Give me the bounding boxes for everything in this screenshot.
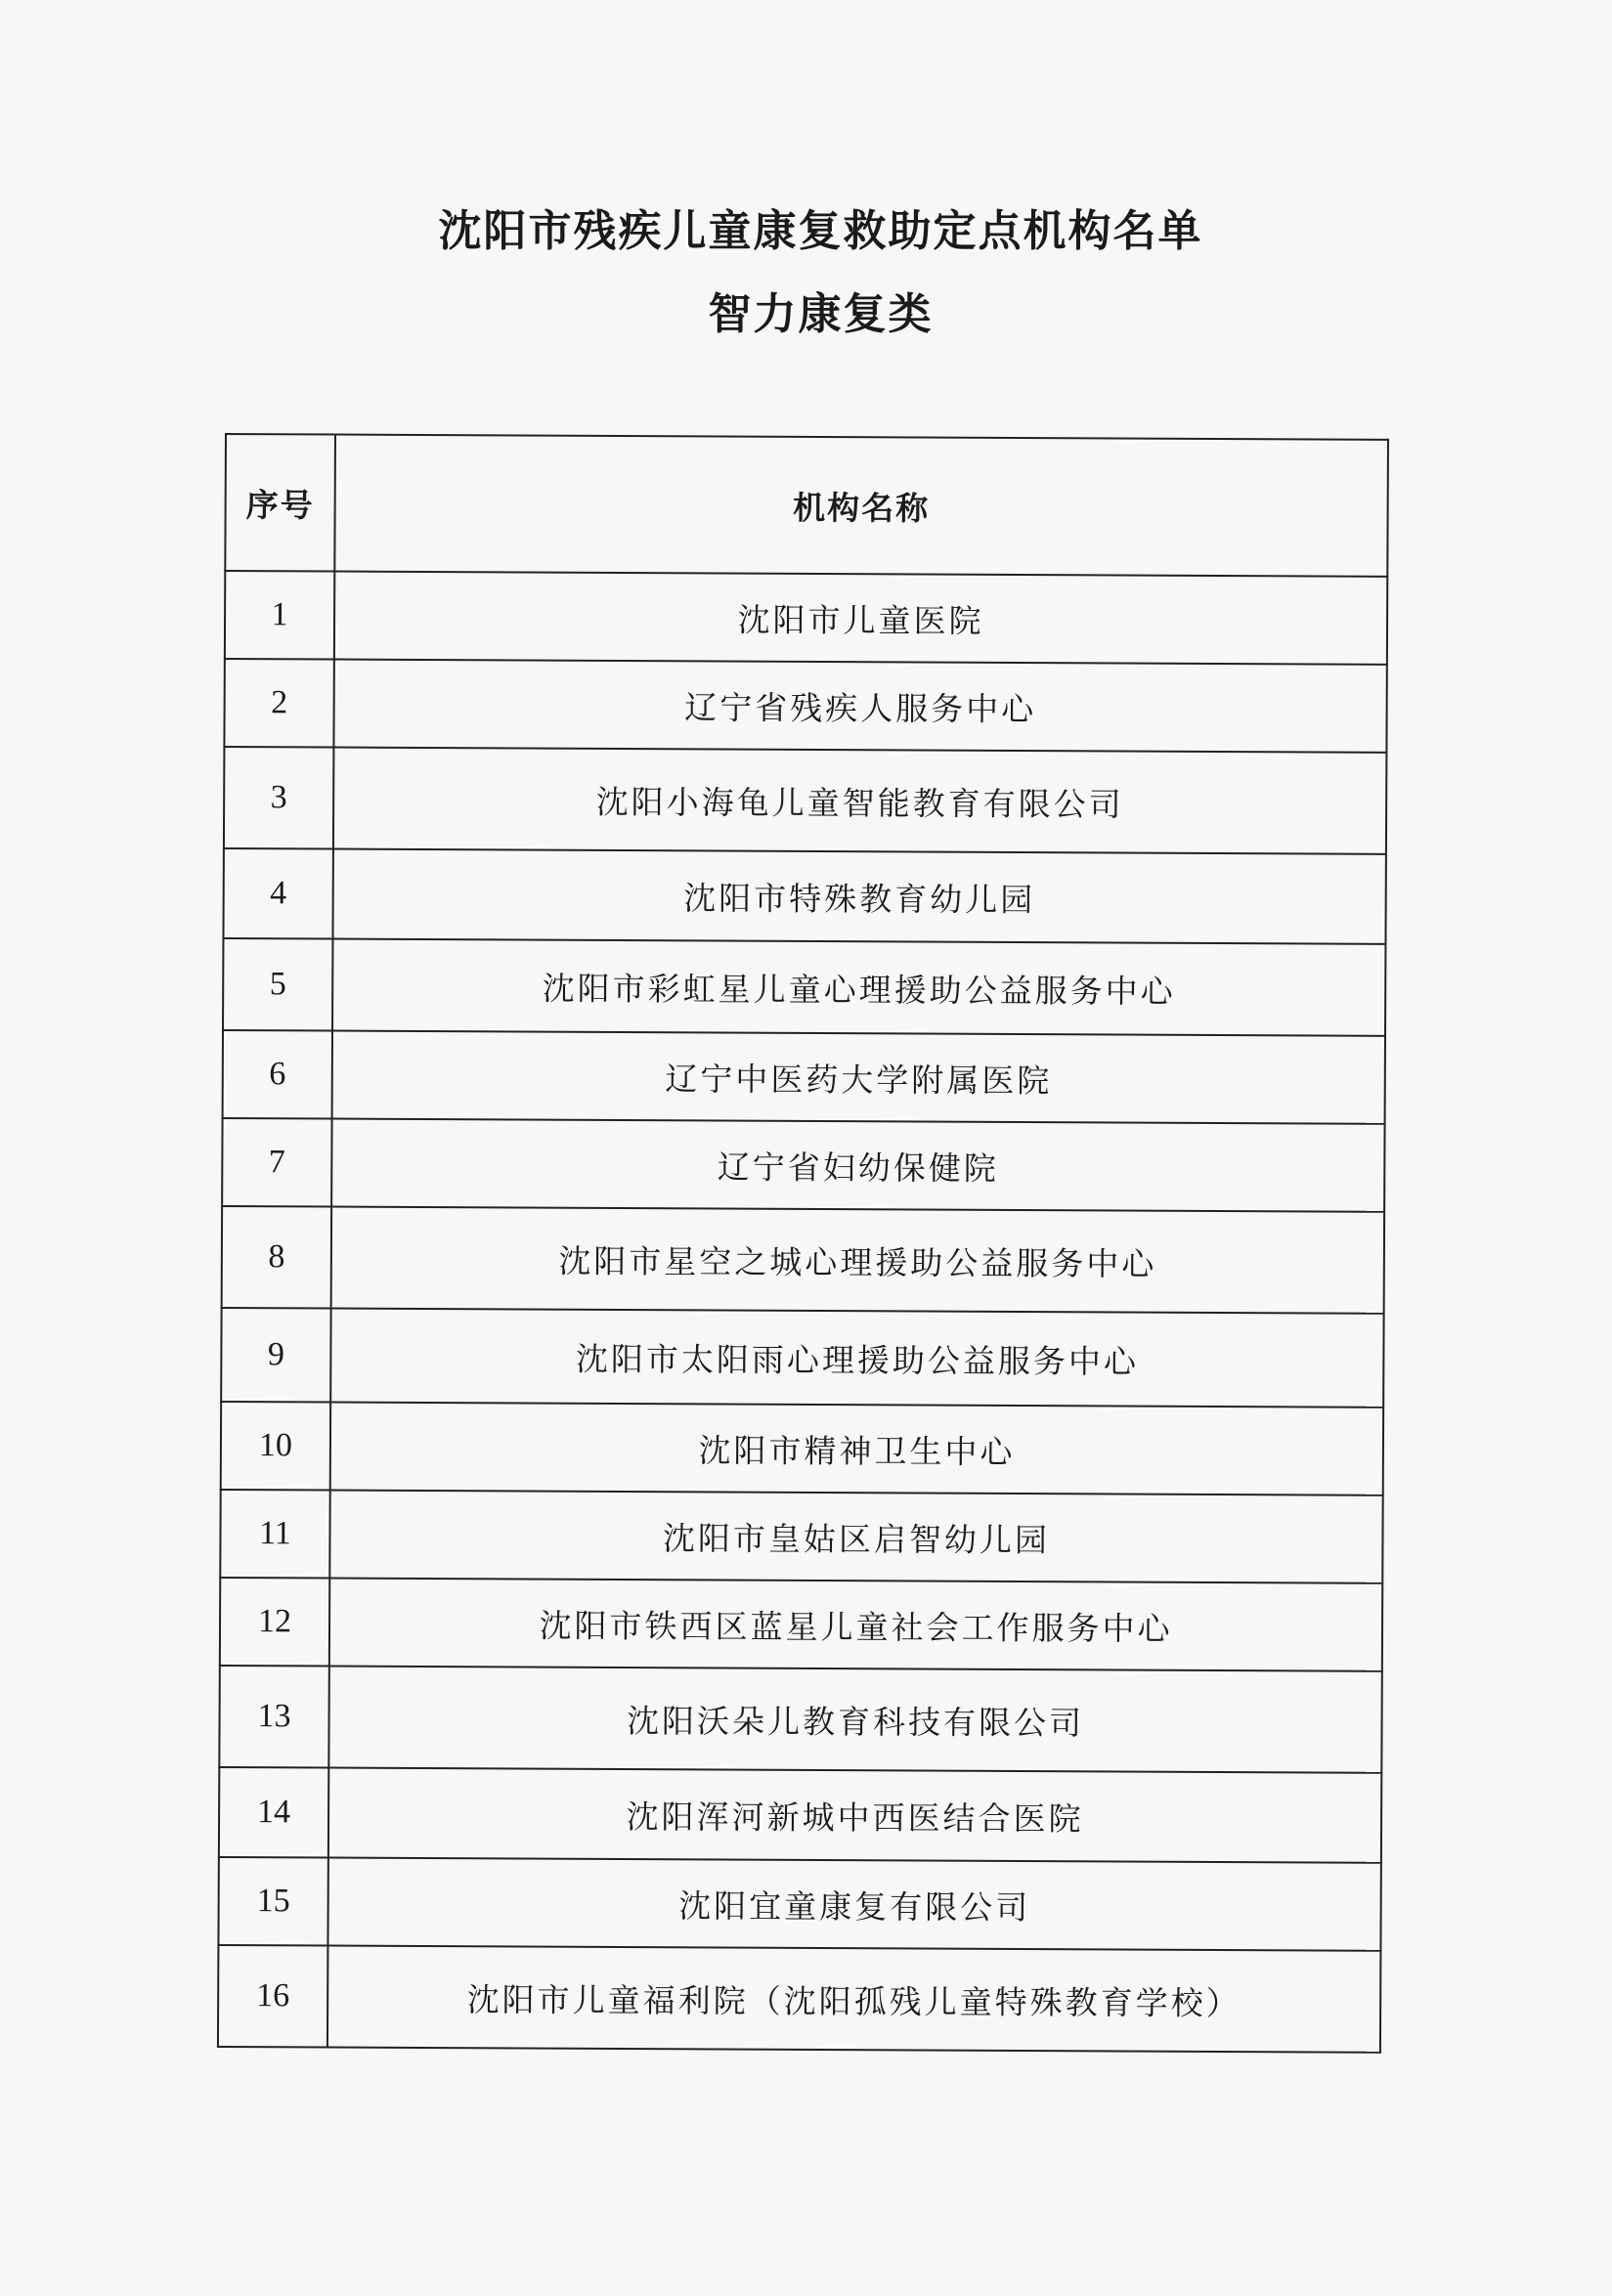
table-row — [220, 1490, 1382, 1583]
row-institution-name: 辽宁省残疾人服务中心 — [333, 660, 1386, 753]
table-row — [224, 659, 1386, 753]
row-institution-name: 沈阳浑河新城中西医结合医院 — [328, 1768, 1381, 1863]
row-institution-name: 沈阳宜童康复有限公司 — [327, 1858, 1380, 1951]
row-institution-name: 沈阳市太阳雨心理援助公益服务中心 — [330, 1309, 1383, 1408]
table-header-row — [225, 434, 1388, 577]
row-number: 11 — [220, 1490, 329, 1579]
row-number: 7 — [222, 1118, 331, 1207]
table-row — [219, 1767, 1381, 1863]
table-row — [221, 1402, 1383, 1495]
table-row — [223, 1030, 1385, 1124]
table-row — [222, 1206, 1384, 1314]
table-row — [219, 1666, 1381, 1773]
table-row — [224, 747, 1386, 854]
table-row — [220, 1578, 1382, 1671]
institution-table — [217, 433, 1389, 2054]
row-institution-name: 沈阳市儿童医院 — [334, 572, 1387, 665]
row-institution-name: 沈阳市彩虹星儿童心理援助公益服务中心 — [332, 939, 1385, 1036]
row-number: 1 — [225, 571, 334, 660]
row-number: 10 — [221, 1402, 330, 1491]
row-number: 14 — [219, 1767, 328, 1858]
document-title: 沈阳市残疾儿童康复救助定点机构名单 — [438, 206, 1203, 256]
table-row — [222, 1118, 1384, 1212]
row-institution-name: 沈阳市特殊教育幼儿园 — [332, 849, 1385, 944]
row-number: 9 — [221, 1308, 330, 1403]
row-number: 15 — [218, 1857, 327, 1946]
row-number: 2 — [224, 659, 333, 748]
document-subtitle: 智力康复类 — [708, 289, 934, 339]
row-institution-name: 沈阳市皇姑区启智幼儿园 — [329, 1491, 1382, 1583]
row-institution-name: 沈阳市儿童福利院（沈阳孤残儿童特殊教育学校） — [327, 1946, 1380, 2053]
row-number: 16 — [218, 1945, 328, 2048]
row-institution-name: 辽宁中医药大学附属医院 — [332, 1031, 1385, 1124]
header-number: 序号 — [225, 434, 335, 572]
row-number: 5 — [223, 938, 332, 1031]
row-institution-name: 沈阳小海龟儿童智能教育有限公司 — [333, 748, 1386, 854]
row-institution-name: 辽宁省妇幼保健院 — [331, 1119, 1384, 1212]
row-number: 12 — [220, 1578, 329, 1667]
table-row — [218, 1945, 1380, 2053]
table-row — [225, 571, 1387, 665]
row-number: 4 — [223, 848, 332, 939]
row-institution-name: 沈阳市铁西区蓝星儿童社会工作服务中心 — [329, 1579, 1382, 1671]
row-number: 13 — [219, 1666, 329, 1768]
row-institution-name: 沈阳市精神卫生中心 — [330, 1403, 1383, 1495]
row-number: 3 — [224, 747, 334, 849]
row-institution-name: 沈阳市星空之城心理援助公益服务中心 — [331, 1207, 1384, 1314]
row-number: 8 — [222, 1206, 332, 1309]
table-row — [218, 1857, 1380, 1951]
row-institution-name: 沈阳沃朵儿教育科技有限公司 — [328, 1667, 1381, 1773]
header-name: 机构名称 — [334, 435, 1388, 577]
table-row — [221, 1308, 1383, 1408]
table-row — [223, 848, 1385, 944]
table-row — [223, 938, 1385, 1036]
row-number: 6 — [223, 1030, 332, 1119]
